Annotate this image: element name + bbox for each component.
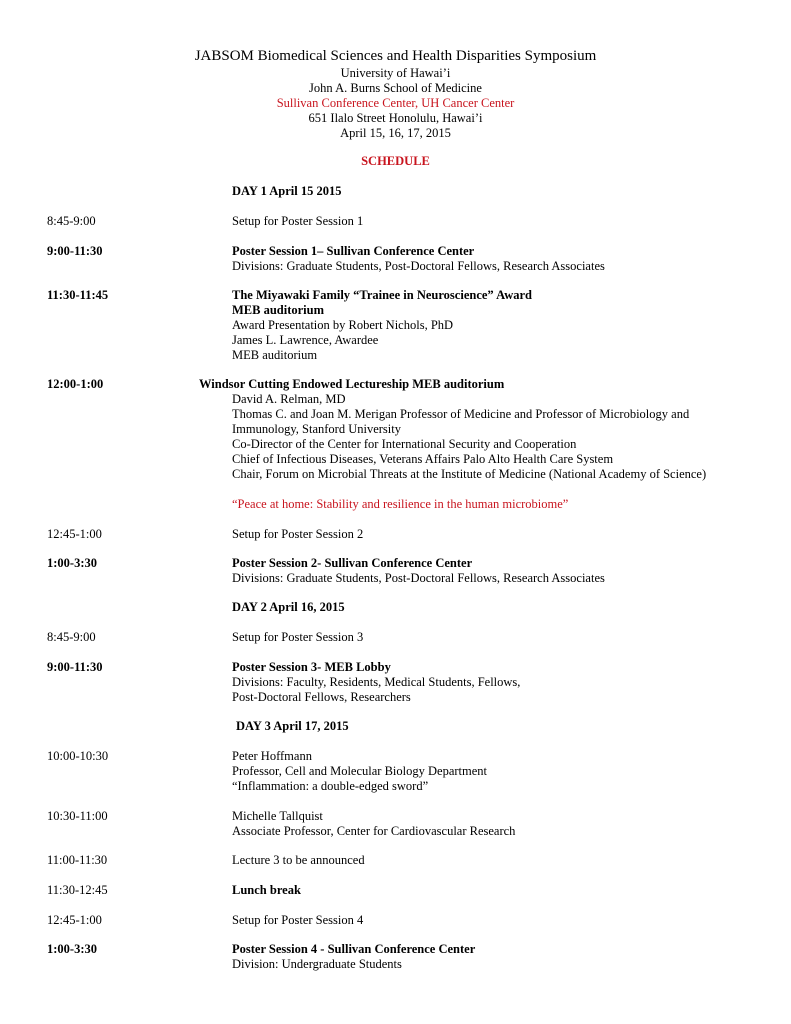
day3-time-2: 10:30-11:00 bbox=[47, 809, 108, 823]
day3-entry-3: Lecture 3 to be announced bbox=[232, 853, 365, 867]
day3-time-5: 12:45-1:00 bbox=[47, 913, 102, 927]
day2-entry-2: Poster Session 3- MEB Lobby Divisions: Faculty, Residents, Medical Students, Fellows, Post-Doctoral Fellows, Researchers bbox=[232, 660, 521, 704]
day3-entry-6: Poster Session 4 - Sullivan Conference Center Division: Undergraduate Students bbox=[232, 942, 476, 971]
day3-time-6: 1:00-3:30 bbox=[47, 942, 97, 956]
day1-time-1: 8:45-9:00 bbox=[47, 214, 96, 228]
university-name: University of Hawai’i bbox=[340, 66, 451, 80]
day1-time-3: 11:30-11:45 bbox=[47, 288, 109, 302]
lecture-title-quote: “Peace at home: Stability and resilience in the human microbiome” bbox=[232, 497, 569, 511]
event-dates: April 15, 16, 17, 2015 bbox=[340, 126, 451, 140]
day1-entry-2: Poster Session 1– Sullivan Conference Center Divisions: Graduate Students, Post-Doctoral Fellows, Research Associates bbox=[232, 244, 605, 273]
day1-entry-6: Poster Session 2- Sullivan Conference Center Divisions: Graduate Students, Post-Doctoral Fellows, Research Associates bbox=[232, 556, 605, 585]
day3-time-4: 11:30-12:45 bbox=[47, 883, 108, 897]
day1-time-6: 1:00-3:30 bbox=[47, 556, 97, 570]
day3-entry-1: Peter Hoffmann Professor, Cell and Molecular Biology Department “Inflammation: a double-edged sword” bbox=[232, 749, 487, 793]
day1-entry-5: Setup for Poster Session 2 bbox=[232, 527, 364, 541]
symposium-title: JABSOM Biomedical Sciences and Health Disparities Symposium bbox=[194, 48, 597, 64]
day1-entry-1: Setup for Poster Session 1 bbox=[232, 214, 364, 228]
day3-entry-2: Michelle Tallquist Associate Professor, Center for Cardiovascular Research bbox=[232, 809, 516, 838]
day3-time-1: 10:00-10:30 bbox=[47, 749, 109, 763]
day1-entry-3: The Miyawaki Family “Trainee in Neuroscience” Award MEB auditorium Award Presentation by Robert Nichols, PhD James L. Lawrence, Awardee MEB auditorium bbox=[232, 288, 532, 362]
venue-name: Sullivan Conference Center, UH Cancer Center bbox=[276, 96, 515, 110]
day2-heading: DAY 2 April 16, 2015 bbox=[232, 600, 345, 614]
day1-heading: DAY 1 April 15 2015 bbox=[232, 184, 342, 198]
day1-time-4: 12:00-1:00 bbox=[47, 377, 104, 391]
school-name: John A. Burns School of Medicine bbox=[309, 81, 482, 95]
lectureship-heading: Windsor Cutting Endowed Lectureship MEB auditorium bbox=[199, 377, 505, 391]
day1-time-2: 9:00-11:30 bbox=[47, 244, 103, 258]
day3-entry-4: Lunch break bbox=[232, 883, 301, 897]
day2-entry-1: Setup for Poster Session 3 bbox=[232, 630, 364, 644]
day2-time-1: 8:45-9:00 bbox=[47, 630, 96, 644]
day1-time-5: 12:45-1:00 bbox=[47, 527, 102, 541]
day1-entry-4: David A. Relman, MD Thomas C. and Joan M. Merigan Professor of Medicine and Professor of Microbiology and Immunology, Stanford University Co-Director of the Center for International Security and Cooperation Chief of Infectious Diseases, Veterans Affairs Palo Alto Health Care System Chair, Forum on Microbial Threats at the Institute of Medicine (National Academy of Science) bbox=[232, 392, 707, 481]
schedule-heading: SCHEDULE bbox=[361, 154, 430, 168]
day2-time-2: 9:00-11:30 bbox=[47, 660, 103, 674]
day3-time-3: 11:00-11:30 bbox=[47, 853, 108, 867]
day3-entry-5: Setup for Poster Session 4 bbox=[232, 913, 364, 927]
address: 651 Ilalo Street Honolulu, Hawai’i bbox=[308, 111, 483, 125]
day3-heading: DAY 3 April 17, 2015 bbox=[236, 719, 349, 733]
